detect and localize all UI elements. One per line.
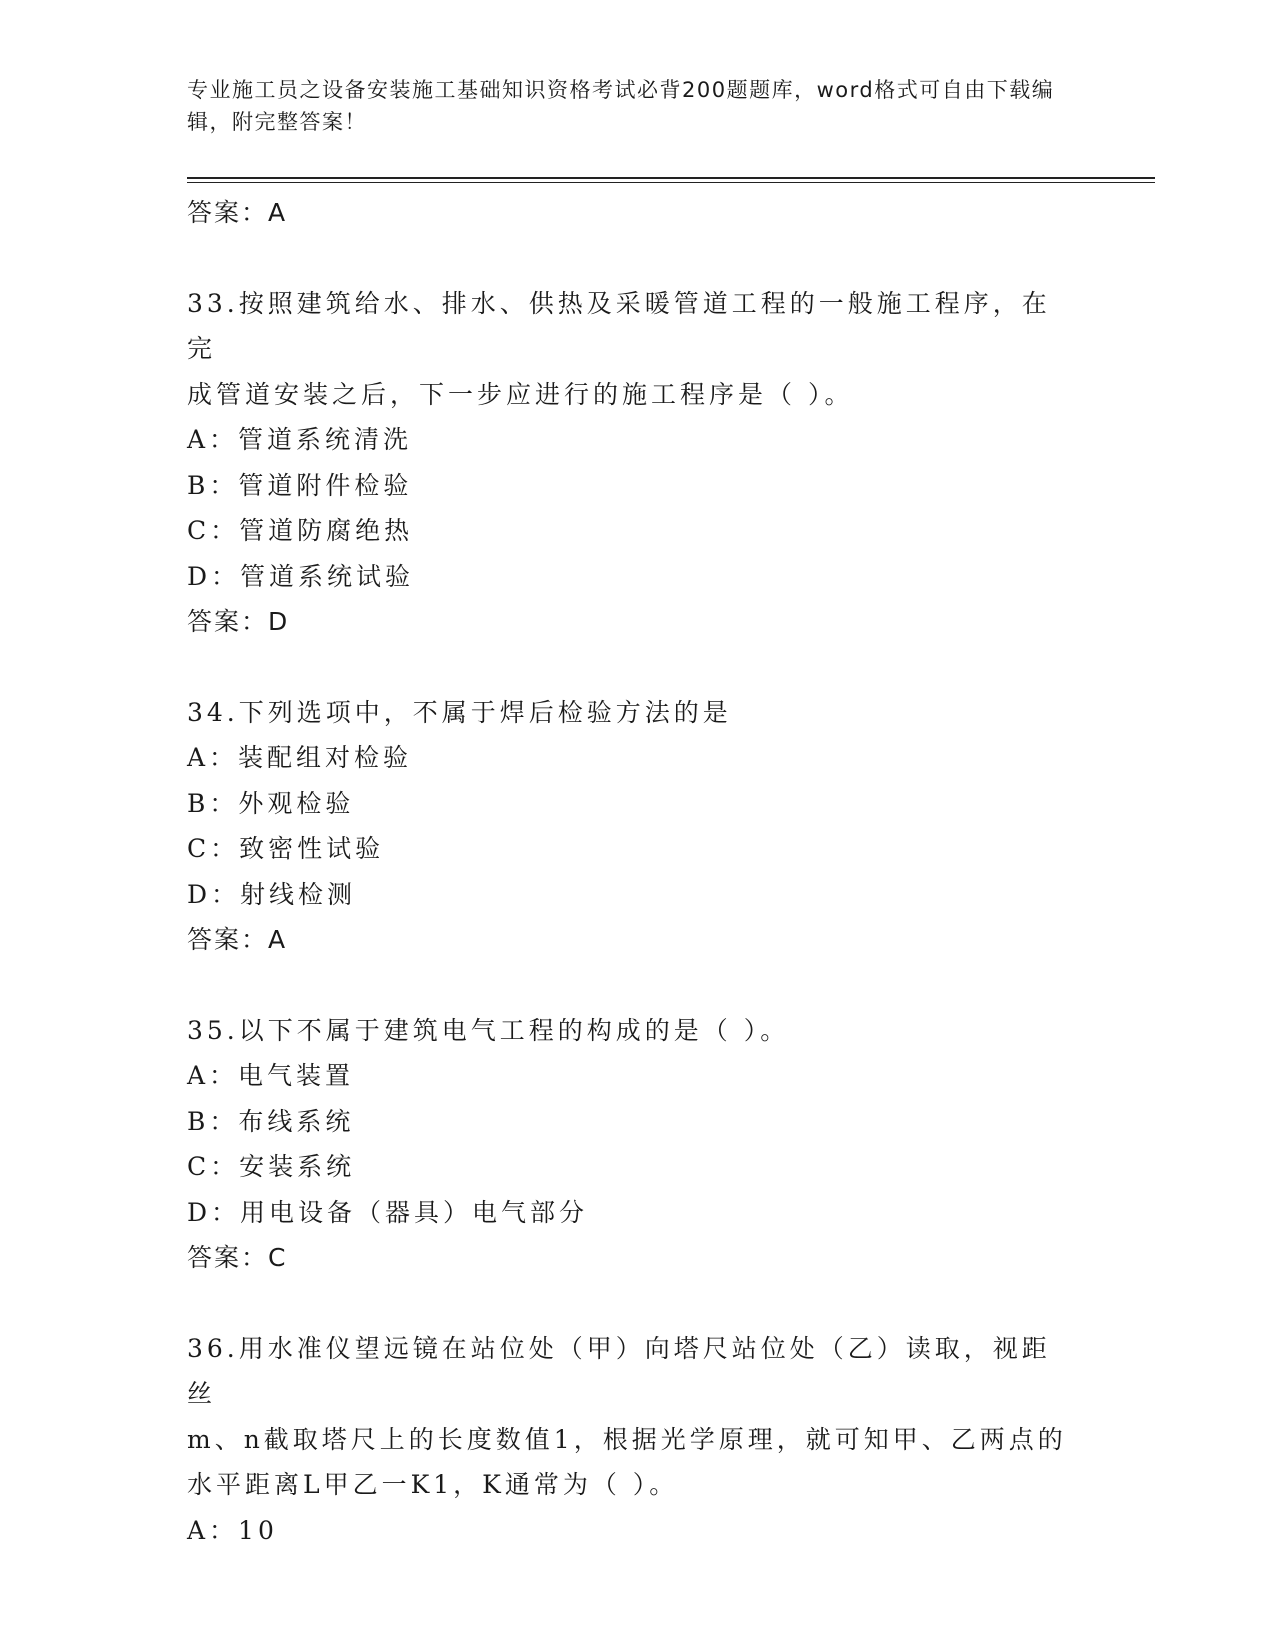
option-a: A：管道系统清洗 (187, 425, 413, 454)
spacer (187, 645, 1077, 690)
question-stem-line: 34.下列选项中，不属于焊后检验方法的是 (187, 697, 732, 727)
answer-line: 答案：D (187, 607, 290, 636)
question-stem-line: m、n截取塔尺上的长度数值1，根据光学原理，就可知甲、乙两点的 (187, 1424, 1067, 1454)
option-a: A：装配组对检验 (187, 743, 413, 772)
question-block (187, 281, 1077, 645)
header-rule-thin (187, 182, 1155, 183)
question-stem-line: 水平距离L甲乙一K1，K通常为（ ）。 (187, 1470, 679, 1499)
option-b: B：外观检验 (187, 788, 355, 818)
question-stem-line: 35.以下不属于建筑电气工程的构成的是（ ）。 (187, 1015, 790, 1045)
spacer (187, 236, 1077, 281)
answer-line: 答案：A (187, 198, 288, 227)
option-c: C：致密性试验 (187, 834, 385, 863)
option-c: C：管道防腐绝热 (187, 516, 414, 545)
document-header: 专业施工员之设备安装施工基础知识资格考试必背200题题库，word格式可自由下载编辑，附完整答案！ (187, 78, 1055, 134)
answer-line: 答案：A (187, 925, 288, 954)
answer-line: 答案：C (187, 1243, 288, 1272)
option-c: C：安装系统 (187, 1152, 356, 1181)
question-stem-line: 33.按照建筑给水、排水、供热及采暖管道工程的一般施工程序，在完 (187, 288, 1051, 363)
question-stem-line: 成管道安装之后，下一步应进行的施工程序是（ ）。 (187, 379, 854, 409)
question-stem-line: 36.用水准仪望远镜在站位处（甲）向塔尺站位处（乙）读取，视距丝 (187, 1333, 1051, 1408)
option-b: B：管道附件检验 (187, 470, 413, 500)
option-a: A：电气装置 (187, 1061, 355, 1090)
header-rule-thick (187, 177, 1155, 179)
question-block (187, 1326, 1077, 1554)
spacer (187, 963, 1077, 1008)
question-block (187, 1008, 1077, 1281)
spacer (187, 1281, 1077, 1326)
option-d: D：射线检测 (187, 879, 357, 909)
option-d: D：用电设备（器具）电气部分 (187, 1197, 589, 1227)
option-a: A：10 (187, 1515, 278, 1545)
question-content (187, 190, 1077, 1553)
option-b: B：布线系统 (187, 1106, 355, 1136)
option-d: D：管道系统试验 (187, 561, 415, 591)
question-block (187, 690, 1077, 963)
